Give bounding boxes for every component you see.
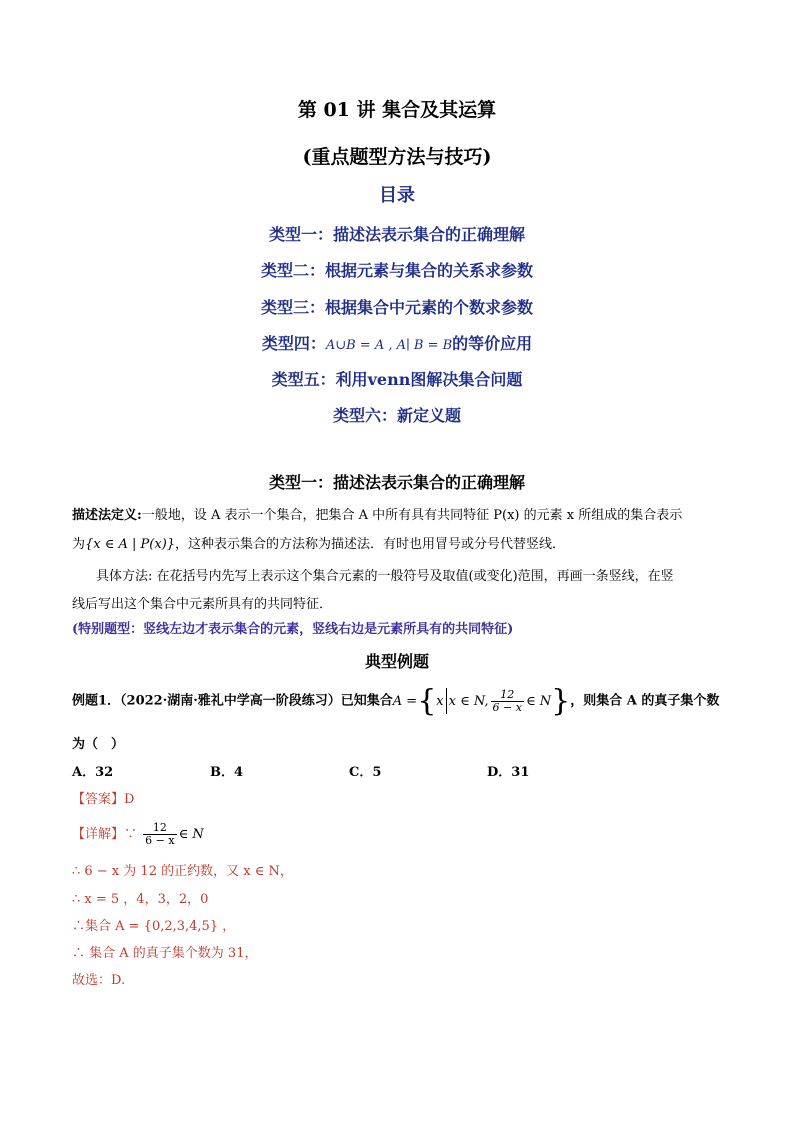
definition-text-2b: ，这种表示集合的方法称为描述法．有时也用冒号或分号代替竖线． (175, 537, 566, 552)
detail-line (72, 822, 204, 847)
toc-item-1[interactable]: 类型一：描述法表示集合的正确理解 (268, 225, 525, 244)
option-c[interactable]: C．5 (349, 765, 382, 780)
example-1-set: A ={x x ∈ N, $\frac{12}{6 - x}$ ∈ N} (392, 683, 571, 718)
toc-item-5[interactable]: 类型五：利用venn图解决集合问题 (271, 370, 523, 389)
examples-heading: 典型例题 (364, 652, 429, 671)
option-d[interactable]: D．31 (487, 765, 530, 780)
solution-step-4: ∴ 集合 A 的真子集个数为 31， (72, 946, 258, 961)
page-title: 第 01 讲 集合及其运算 (297, 99, 497, 121)
solution-step-1: ∴ 6 − x 为 12 的正约数，又 x ∈ N， (72, 864, 293, 879)
set-variable: x (436, 693, 444, 709)
page-subtitle: (重点题型方法与技巧) (302, 146, 492, 168)
option-b[interactable]: B．4 (210, 765, 244, 780)
solution-step-2: ∴ x = 5 ，4，3，2，0 (72, 892, 209, 907)
detail-fraction-tail: ∈ N (178, 827, 204, 842)
definition-text-2a: 为 (72, 537, 86, 552)
definition-line-1 (72, 506, 682, 526)
toc-item-4-suffix: 的等价应用 (452, 334, 533, 353)
detail-fraction-numerator: 12 (143, 822, 176, 835)
definition-set-notation: {x ∈ A | P(x)} (85, 537, 176, 552)
method-line-2: 线后写出这个集合中元素所具有的共同特征． (72, 597, 333, 612)
definition-label: 描述法定义: (72, 508, 142, 523)
detail-fraction (143, 822, 176, 847)
example-1-tail: ，则集合 A 的真子集个数 (570, 693, 720, 709)
detail-label: 【详解】∵ (72, 827, 138, 842)
fraction-numerator: 12 (491, 689, 524, 702)
toc-item-6[interactable]: 类型六：新定义题 (332, 406, 461, 425)
section-heading: 类型一：描述法表示集合的正确理解 (268, 473, 525, 492)
solution-step-5: 故选：D. (72, 973, 126, 988)
option-a[interactable]: A．32 (72, 765, 114, 780)
set-condition: x ∈ N, (448, 693, 489, 709)
toc-heading: 目录 (379, 185, 415, 206)
method-line-1: 具体方法: 在花括号内先写上表示这个集合元素的一般符号及取值(或变化)范围，再画一条竖线，在竖 (96, 569, 674, 584)
example-1-question (72, 683, 720, 718)
set-lhs: A = (392, 693, 418, 709)
fraction-denominator: 6 − x (492, 700, 522, 714)
special-note: (特别题型：竖线左边才表示集合的元素，竖线右边是元素所具有的共同特征) (72, 622, 514, 637)
toc-item-4[interactable] (0, 331, 794, 354)
example-1-line-2: 为（ ） (72, 737, 125, 752)
definition-line-2 (72, 535, 565, 555)
example-1-label: 例题1．（2022·湖南·雅礼中学高一阶段练习）已知集合 (72, 693, 393, 709)
set-end: ∈ N (525, 693, 552, 709)
definition-text-1: 一般地，设 A 表示一个集合，把集合 A 中所有具有共同特征 P(x) 的元素 x 所组成的集合表示 (141, 508, 683, 523)
toc-item-4-formula: A∪B = A , A∣ B = B (325, 338, 453, 353)
toc-item-3[interactable]: 类型三：根据集合中元素的个数求参数 (260, 298, 533, 317)
set-fraction (491, 689, 524, 714)
detail-fraction-denominator: 6 − x (145, 834, 175, 847)
toc-item-4-prefix: 类型四： (261, 334, 326, 353)
solution-step-3: ∴集合 A = {0,2,3,4,5} ， (72, 919, 236, 934)
toc-item-2[interactable]: 类型二：根据元素与集合的关系求参数 (260, 261, 533, 280)
answer: 【答案】D (72, 792, 135, 807)
